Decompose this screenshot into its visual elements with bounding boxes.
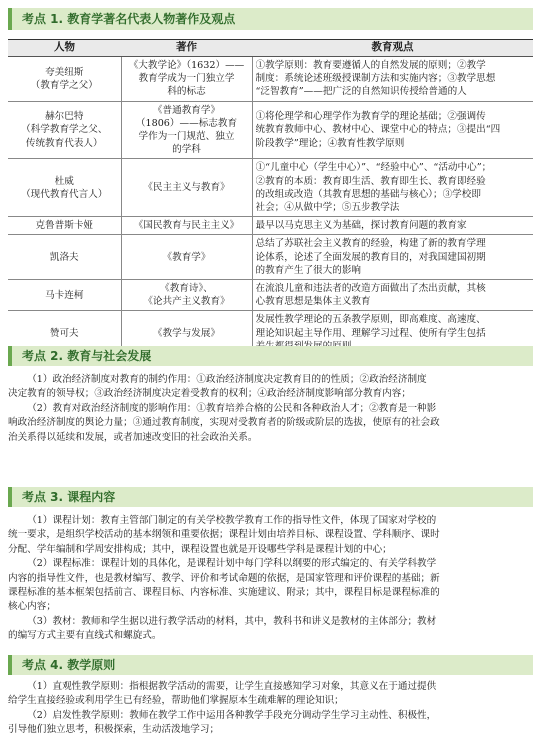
work-cell-line: 教育学成为一门独立学 xyxy=(138,73,235,85)
person-cell-line: 赫尔巴特 xyxy=(45,111,84,123)
section-3-body xyxy=(8,514,533,644)
paragraph-line: 引导他们独立思考，积极探索，生动活泼地学习； xyxy=(8,724,220,736)
header-view: 教育观点 xyxy=(252,40,533,57)
view-cell-line: ①“儿童中心（学生中心）”、“经验中心”、“活动中心”； xyxy=(255,162,492,174)
view-cell-line: 发展性教学理论的五条教学原则，即高难度、高速度、 xyxy=(255,314,486,326)
paragraph-line: 的编写方式主要有直线式和螺旋式。 xyxy=(8,630,162,642)
view-cell xyxy=(252,235,533,280)
work-cell-line: 《教学与发展》 xyxy=(152,327,221,339)
section-2-body xyxy=(8,373,533,445)
view-cell xyxy=(252,159,533,217)
section-2-title: 考点 2. 教育与社会发展 xyxy=(22,349,152,363)
work-cell-line: （1806）——标志教育 xyxy=(135,117,238,129)
work-cell-line: 科的标志 xyxy=(167,86,206,98)
view-cell-line: ②教育的本质：教育即生活、教育即生长、教育即经验 xyxy=(255,175,486,187)
paragraph-line: （3）教材：教师和学生据以进行教学活动的材料，其中，教科书和讲义是教材的主体部分；教材 xyxy=(27,615,437,627)
work-cell xyxy=(121,101,252,159)
person-cell xyxy=(8,57,121,102)
view-cell xyxy=(252,280,533,311)
table-row xyxy=(8,101,533,159)
table-row xyxy=(8,235,533,280)
person-cell-line: 凯洛夫 xyxy=(49,251,79,263)
paragraph-line: 课程标准的基本框架包括前言、课程目标、内容标准、实施建议、附录；其中，课程目标是课程标准的 xyxy=(8,587,440,599)
view-cell-line: “泛智教育”——把广泛的自然知识传授给普通的人 xyxy=(255,86,467,98)
view-cell-line: 的教育产生了很大的影响 xyxy=(255,264,362,276)
table-header-row xyxy=(8,40,533,57)
person-cell-line: 杜威 xyxy=(54,175,74,187)
paragraph-line: （1）直观性教学原则：指根据教学活动的需要，让学生直接感知学习对象，其意义在于通过提供 xyxy=(27,681,437,692)
paragraph xyxy=(8,709,533,738)
representatives-table xyxy=(8,39,533,356)
paragraph-line: 分配、学年编制和学周安排构成；其中，课程设置也就是开设哪些学科是课程计划的中心； xyxy=(8,543,392,555)
paragraph-line: 决定教育的领导权；③政治经济制度决定着受教育的权利；④政治经济制度影响部分教育内容； xyxy=(8,388,411,400)
work-cell-line: 《国民教育与民主主义》 xyxy=(133,220,240,232)
view-cell-line: 心教育思想是集体主义教育 xyxy=(255,296,371,308)
person-cell-line: （教育学之父） xyxy=(30,79,98,91)
work-cell-line: 《普通教育学》 xyxy=(152,104,221,116)
table-row xyxy=(8,280,533,311)
table-row xyxy=(8,159,533,217)
section-4-header xyxy=(8,655,533,675)
person-cell xyxy=(8,280,121,311)
paragraph xyxy=(8,680,533,709)
view-cell-line: 的改组或改造（其教育思想的基础与核心）；③学校即 xyxy=(255,188,481,200)
work-cell-line: 《论共产主义教育》 xyxy=(143,296,230,308)
work-cell xyxy=(121,57,252,102)
view-cell-line: ①将伦理学和心理学作为教育学的理论基础；②强调传 xyxy=(255,111,486,123)
work-cell-line: 学作为一门规范、独立 xyxy=(138,131,235,143)
person-cell-line: 夸美纽斯 xyxy=(45,66,84,78)
person-cell xyxy=(8,217,121,235)
paragraph-line: 给学生直接经验或利用学生已有经验，帮助他们掌握原本生疏难解的理论知识； xyxy=(8,695,344,707)
work-cell-line: 《民主主义与教育》 xyxy=(143,182,230,194)
paragraph xyxy=(8,373,533,402)
table-row xyxy=(8,217,533,235)
view-cell-line: 统教育教师中心、教材中心、课堂中心的特点；③提出“四 xyxy=(255,124,501,136)
section-1-header xyxy=(8,8,533,30)
view-cell-line: 阶段教学”理论；④教育性教学原则 xyxy=(255,137,405,149)
paragraph-line: 响政治经济制度的舆论力量；③通过教育制度，实现对受教育者的阶级或阶层的选拔，使原有的社会政 xyxy=(8,417,440,429)
work-cell-line: 的学科 xyxy=(172,144,201,156)
paragraph-line: （2）教育对政治经济制度的影响作用：①教育培养合格的公民和各种政治人才；②教育是一种影 xyxy=(27,402,437,414)
paragraph xyxy=(8,557,533,615)
view-cell-line: ①教学原则：教育要遵循人的自然发展的原则；②教学 xyxy=(255,60,486,71)
table-row xyxy=(8,57,533,102)
view-cell xyxy=(252,101,533,159)
work-cell-line: 《教育学》 xyxy=(162,251,211,263)
view-cell-line: 理论知识起主导作用、理解学习过程、使所有学生包括 xyxy=(255,327,486,339)
view-cell-line: 总结了苏联社会主义教育的经验，构建了新的教育学理 xyxy=(255,238,486,250)
person-cell xyxy=(8,235,121,280)
section-4-body xyxy=(8,680,533,738)
work-cell-line: 《教育诗》、 xyxy=(160,283,213,295)
paragraph-line: 内容的指导性文件，也是教材编写、教学、评价和考试命题的依据，是国家管理和评价课程的基础；新 xyxy=(8,572,440,584)
person-cell xyxy=(8,159,121,217)
section-3-title: 考点 3. 课程内容 xyxy=(22,490,116,504)
section-4-title: 考点 4. 教学原则 xyxy=(22,658,116,672)
paragraph xyxy=(8,615,533,644)
paragraph xyxy=(8,402,533,445)
person-cell-line: 传统教育代表人） xyxy=(25,137,103,149)
section-3-header xyxy=(8,487,533,507)
header-work: 著作 xyxy=(121,40,252,57)
work-cell xyxy=(121,235,252,280)
person-cell-line: （科学教育学之父、 xyxy=(21,124,108,136)
work-cell xyxy=(121,159,252,217)
view-cell-line: 制度：系统论述班级授课制方法和实施内容；③教学思想 xyxy=(255,73,496,85)
paragraph-line: （1）课程计划：教育主管部门制定的有关学校教学教育工作的指导性文件，体现了国家对学校的 xyxy=(27,515,437,526)
view-cell xyxy=(252,57,533,102)
person-cell-line: （现代教育代言人） xyxy=(21,188,108,200)
paragraph-line: 核心内容； xyxy=(8,601,56,613)
person-cell-line: 马卡连柯 xyxy=(45,289,84,301)
view-cell-line: 论体系，论述了全面发展的教育目的，对我国建国初期 xyxy=(255,251,486,263)
paragraph-line: （2）启发性教学原则：教师在教学工作中运用各种教学手段充分调动学生学习主动性、积极性， xyxy=(27,709,437,721)
view-cell-line: 社会；④从做中学；⑤五步教学法 xyxy=(255,202,400,214)
section-1-title: 考点 1. 教育学著名代表人物著作及观点 xyxy=(22,12,236,26)
view-cell-line: 最早以马克思主义为基础，探讨教育问题的教育家 xyxy=(255,220,467,232)
person-cell-line: 赞可夫 xyxy=(49,327,79,339)
person-cell-line: 克鲁普斯卡娅 xyxy=(35,220,94,232)
header-person: 人物 xyxy=(8,40,121,57)
paragraph-line: 治关系得以延续和发展，或者加速改变旧的社会政治关系。 xyxy=(8,431,258,443)
paragraph-line: （1）政治经济制度对教育的制约作用：①政治经济制度决定教育目的的性质；②政治经济制度 xyxy=(27,374,427,385)
work-cell-line: 《大教学论》（1632）—— xyxy=(128,60,245,71)
section-2-header xyxy=(8,346,533,366)
work-cell xyxy=(121,280,252,311)
paragraph-line: （2）课程标准：课程计划的具体化，是课程计划中每门学科以纲要的形式编定的、有关学科教学 xyxy=(27,558,437,570)
person-cell xyxy=(8,101,121,159)
paragraph-line: 统一要求，是组织学校活动的基本纲领和重要依据；课程计划由培养目标、课程设置、学科顺序、课时 xyxy=(8,529,440,541)
view-cell-line: 在流浪儿童和违法者的改造方面做出了杰出贡献，其核 xyxy=(255,283,486,295)
work-cell xyxy=(121,217,252,235)
paragraph xyxy=(8,514,533,557)
view-cell xyxy=(252,217,533,235)
